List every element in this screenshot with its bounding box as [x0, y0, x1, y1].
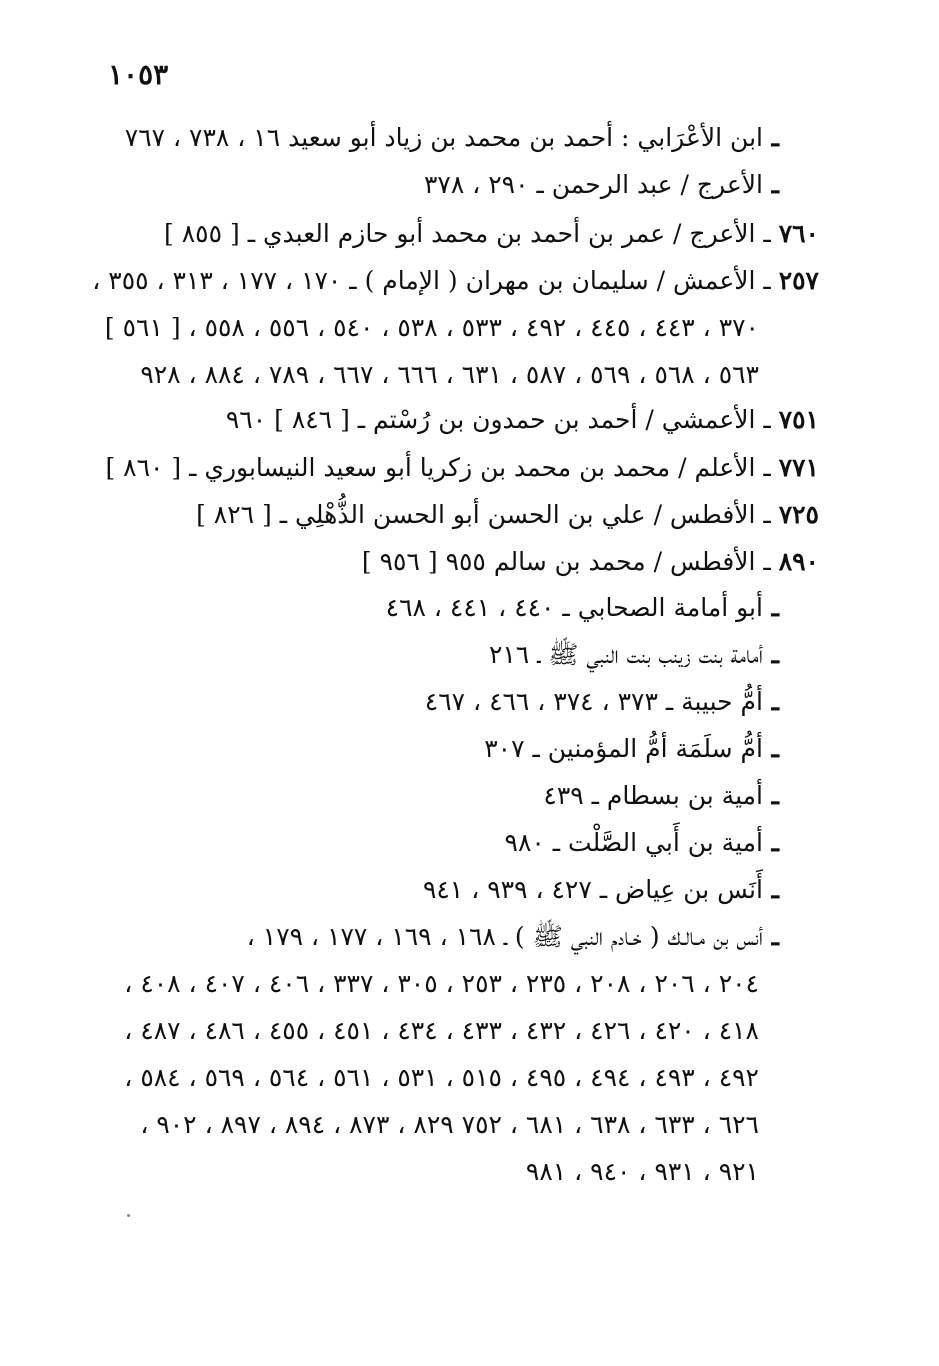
entry-text: الأعلم / محمد بن محمد بن زكريا أبو سعيد النيسابوري ـ [ ٨٦٠ ] — [105, 453, 756, 482]
index-entry — [125, 120, 779, 156]
entry-text: ٥٦٣ ، ٥٦٨ ، ٥٦٩ ، ٥٨٧ ، ٦٣١ ، ٦٦٦ ، ٦٦٧ ، ٧٨٩ ، ٨٨٤ ، ٩٢٨ — [140, 360, 759, 389]
index-entry: ٧٢٥ ـ الأفطس / علي بن الحسن أبو الحسن الذُّهْلِي ـ [ ٨٢٦ ] — [196, 500, 819, 529]
index-entry — [247, 919, 779, 955]
entry-text: ٩٢١ ، ٩٣١ ، ٩٤٠ ، ٩٨١ — [525, 1157, 759, 1186]
entry-text: الأعرج / عمر بن أحمد بن محمد أبو حازم العبدي ـ [ ٨٥٥ ] — [164, 219, 756, 248]
entry-text: ٦٢٦ ، ٦٣٣ ، ٦٣٨ ، ٦٨١ ، ٧٥٢ ٨٢٩ ، ٨٧٣ ، ٨٩٤ ، ٨٩٧ ، ٩٠٢ ، — [140, 1110, 759, 1139]
entry-text: أمامة بنت زينب بنت النبي ﷺ ـ ٢١٦ — [488, 640, 763, 669]
entry-number: ٢٥٧ — [778, 266, 819, 295]
index-entry — [105, 310, 759, 346]
index-entry — [124, 966, 759, 1002]
entry-dash: ـ — [762, 687, 779, 716]
index-entry: ٢٥٧ ـ الأعمش / سليمان بن مهران ( الإمام ) ـ ١٧٠ ، ١٧٧ ، ٣١٣ ، ٣٥٥ ، — [92, 266, 819, 295]
index-entry: ٧٧١ ـ الأعلم / محمد بن محمد بن زكريا أبو سعيد النيسابوري ـ [ ٨٦٠ ] — [105, 453, 819, 482]
entry-text: ٢٠٤ ، ٢٠٦ ، ٢٠٨ ، ٢٣٥ ، ٢٥٣ ، ٣٠٥ ، ٣٣٧ ، ٤٠٦ ، ٤٠٧ ، ٤٠٨ ، — [124, 969, 759, 998]
index-entry — [484, 731, 779, 767]
entry-text: الأفطس / محمد بن سالم ٩٥٥ [ ٩٥٦ ] — [361, 547, 756, 576]
index-entry — [140, 1107, 759, 1143]
index-entry — [140, 357, 759, 393]
entry-dash: ـ — [762, 170, 779, 199]
entry-dash: ـ — [762, 875, 779, 904]
entry-number: ٧٥١ — [778, 405, 819, 434]
speck — [127, 1214, 130, 1217]
entry-dash: ـ — [762, 593, 779, 622]
entry-number: ٧٧١ — [778, 453, 819, 482]
entry-text: الأفطس / علي بن الحسن أبو الحسن الذُّهْلِي ـ [ ٨٢٦ ] — [196, 500, 756, 529]
index-entry: ٧٦٠ ـ الأعرج / عمر بن أحمد بن محمد أبو حازم العبدي ـ [ ٨٥٥ ] — [164, 219, 819, 248]
entry-text: أبو أمامة الصحابي ـ ٤٤٠ ، ٤٤١ ، ٤٦٨ — [385, 593, 763, 622]
entry-dash: ـ — [762, 781, 779, 810]
index-entry — [505, 825, 779, 861]
entry-text: ٤٩٢ ، ٤٩٣ ، ٤٩٤ ، ٤٩٥ ، ٥١٥ ، ٥٣١ ، ٥٦١ ، ٥٦٤ ، ٥٦٩ ، ٥٨٤ ، — [124, 1063, 759, 1092]
entry-text: ٣٧٠ ، ٤٤٣ ، ٤٤٥ ، ٤٩٢ ، ٥٣٣ ، ٥٣٨ ، ٥٤٠ ، ٥٥٦ ، ٥٥٨ ، [ ٥٦١ ] — [104, 313, 759, 342]
entry-number: ٧٦٠ — [778, 219, 819, 248]
index-entry — [124, 1060, 759, 1096]
entry-text: أنس بن مـالـك ( خـادم النبي ﷺ ) ـ ١٦٨ ، ١٦٩ ، ١٧٧ ، ١٧٩ ، — [246, 922, 763, 951]
index-entry — [423, 872, 779, 908]
index-entry — [425, 684, 779, 720]
entry-dash: ـ — [762, 828, 779, 857]
index-entry: ٧٥١ ـ الأعمشي / أحمد بن حمدون بن رُسْتم ـ [ ٨٤٦ ] ٩٦٠ — [225, 405, 819, 434]
entry-text: الأعرج / عبد الرحمن ـ ٢٩٠ ، ٣٧٨ — [423, 170, 763, 199]
entry-text: أمية بن بسطام ـ ٤٣٩ — [543, 781, 763, 810]
index-entry — [386, 590, 779, 626]
index-entry — [124, 1013, 759, 1049]
page-number: ١٠٥٣ — [108, 58, 169, 91]
entry-text: الأعمشي / أحمد بن حمدون بن رُسْتم ـ [ ٨٤٦ ] ٩٦٠ — [225, 405, 756, 434]
entry-text: أَنَس بن عِياض ـ ٤٢٧ ، ٩٣٩ ، ٩٤١ — [422, 875, 763, 904]
entry-dash: ـ — [762, 922, 779, 951]
index-entry — [543, 778, 779, 814]
index-entry: ٨٩٠ ـ الأفطس / محمد بن سالم ٩٥٥ [ ٩٥٦ ] — [361, 547, 819, 576]
index-entry — [424, 167, 779, 203]
entry-text: ٤١٨ ، ٤٢٠ ، ٤٢٦ ، ٤٣٢ ، ٤٣٣ ، ٤٣٤ ، ٤٥١ ، ٤٥٥ ، ٤٨٦ ، ٤٨٧ ، — [124, 1016, 759, 1045]
entry-text: أمية بن أَبي الصَّلْت ـ ٩٨٠ — [504, 828, 763, 857]
entry-text: ابن الأعْرَابي : أحمد بن محمد بن زياد أبو سعيد ١٦ ، ٧٣٨ ، ٧٦٧ — [124, 123, 763, 152]
entry-dash: ـ — [762, 734, 779, 763]
entry-number: ٧٢٥ — [778, 500, 819, 529]
entry-number: ٨٩٠ — [778, 547, 819, 576]
entry-text: أمُّ سلَمَة أمُّ المؤمنين ـ ٣٠٧ — [484, 734, 763, 763]
entry-text: الأعمش / سليمان بن مهران ( الإمام ) ـ ١٧٠ ، ١٧٧ ، ٣١٣ ، ٣٥٥ ، — [92, 266, 756, 295]
index-entry — [489, 637, 779, 673]
entry-dash: ـ — [762, 640, 779, 669]
entry-dash: ـ — [762, 123, 779, 152]
index-entry — [526, 1154, 759, 1190]
entry-text: أمُّ حبيبة ـ ٣٧٣ ، ٣٧٤ ، ٤٦٦ ، ٤٦٧ — [424, 687, 763, 716]
